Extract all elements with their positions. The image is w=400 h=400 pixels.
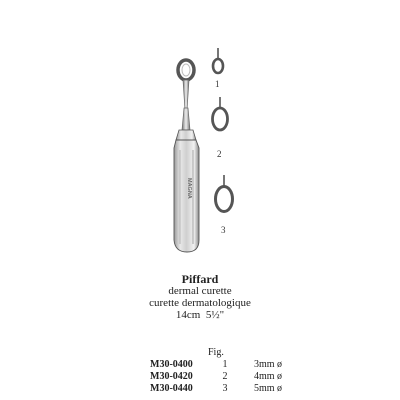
handle-engraving: MAGNA — [186, 178, 192, 199]
figure-number: 3 — [222, 383, 228, 394]
loop-diameter: 3mm ø — [253, 359, 282, 370]
figure-label-2: 2 — [217, 149, 222, 159]
catalog-code: M30-0400 — [150, 359, 193, 370]
figure-number: 1 — [222, 359, 228, 370]
product-size: 14cm 5½" — [175, 309, 225, 321]
loop-diameter: 4mm ø — [253, 371, 282, 382]
product-description-en: dermal curette — [168, 285, 232, 297]
catalog-table — [150, 359, 282, 395]
table-row — [150, 371, 282, 383]
tip-figure-2 — [213, 97, 228, 130]
tip-figure-3 — [216, 175, 233, 212]
figure-number: 2 — [222, 371, 228, 382]
catalog-code: M30-0440 — [150, 383, 193, 394]
product-description-fr: curette dermatologique — [149, 297, 251, 309]
curette-instrument — [174, 60, 199, 252]
tip-figure-1 — [213, 48, 223, 73]
table-row — [150, 383, 282, 395]
table-fig-header: Fig. — [208, 347, 224, 358]
table-row — [150, 359, 282, 371]
catalog-code: M30-0420 — [150, 371, 193, 382]
figure-label-1: 1 — [215, 79, 220, 89]
loop-diameter: 5mm ø — [253, 383, 282, 394]
figure-label-3: 3 — [221, 225, 226, 235]
product-name: Piffard — [181, 272, 219, 286]
